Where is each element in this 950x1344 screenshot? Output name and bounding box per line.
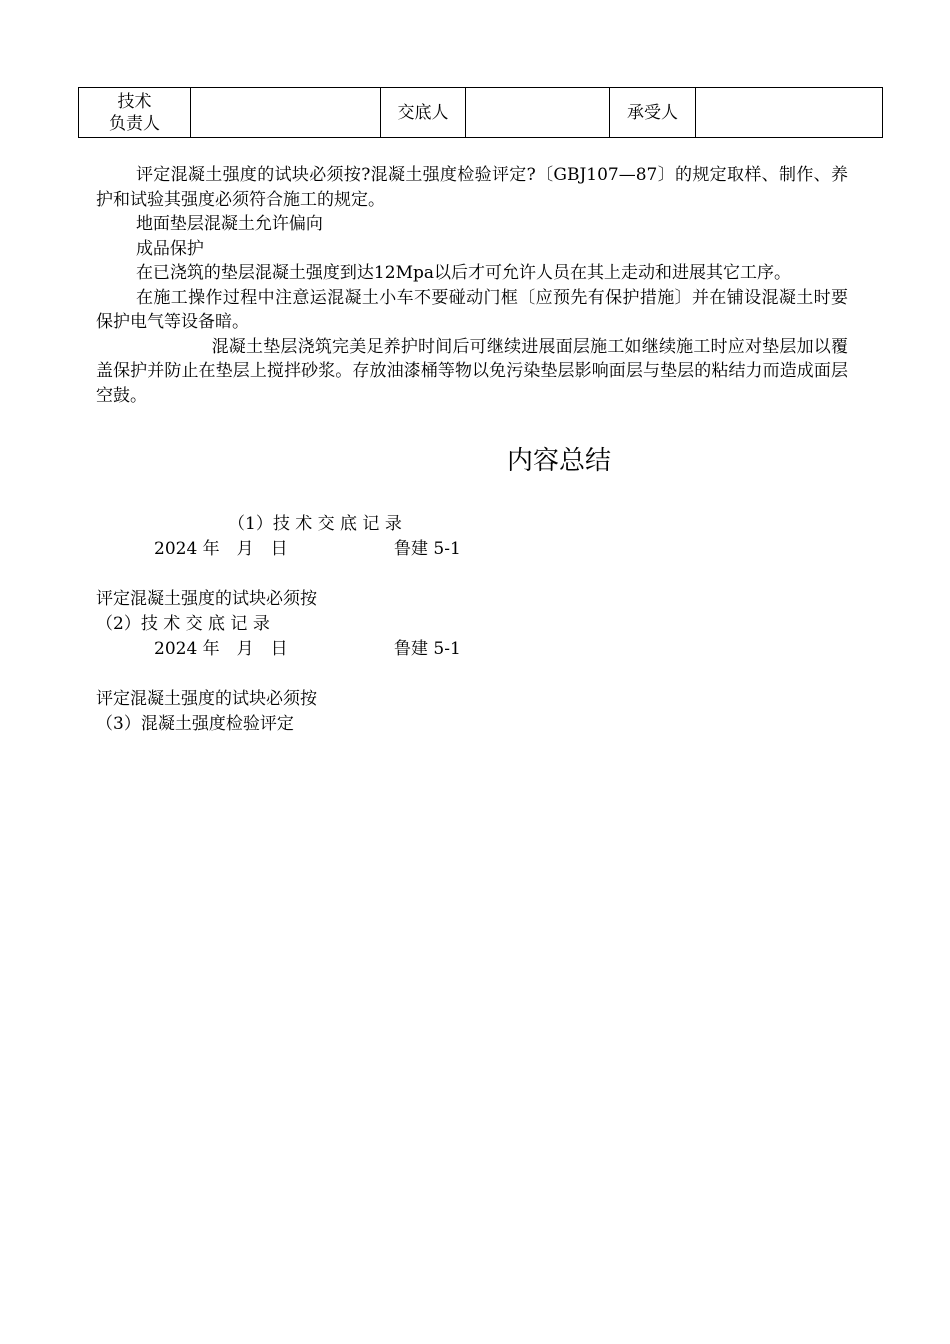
- summary-item1-text: 评定混凝土强度的试块必须按: [96, 589, 317, 609]
- paragraph-cart-caution: 在施工操作过程中注意运混凝土小车不要碰动门框〔应预先有保护措施〕并在铺设混凝土时要保护电气等设备暗。: [96, 287, 848, 332]
- receiver-value-cell[interactable]: [696, 88, 883, 138]
- summary-title: 内容总结: [507, 446, 612, 476]
- summary-item3-heading: （3）混凝土强度检验评定: [96, 714, 294, 734]
- summary-item1-code: 鲁建 5-1: [394, 539, 461, 559]
- signature-table: [78, 87, 883, 138]
- tech-lead-label-line1: 技术: [117, 91, 152, 112]
- signature-row: [79, 88, 883, 138]
- paragraph-tolerance-heading: 地面垫层混凝土允许偏向: [135, 214, 323, 234]
- tech-lead-label-cell: [79, 88, 191, 138]
- paragraph-strength-evaluation: 评定混凝土强度的试块必须按?混凝土强度检验评定?〔GBJ107—87〕的规定取样、制作、养护和试验其强度必须符合施工的规定。: [96, 165, 848, 210]
- paragraph-walking-rule: 在已浇筑的垫层混凝土强度到达12Mpa以后才可允许人员在其上走动和进展其它工序。: [135, 263, 791, 283]
- summary-item1-date: 2024 年 月 日: [154, 539, 288, 559]
- paragraph-curing-protection: 混凝土垫层浇筑完美足养护时间后可继续进展面层施工如继续施工时应对垫层加以覆盖保护并防止在垫层上搅拌砂浆。存放油漆桶等物以免污染垫层影响面层与垫层的粘结力而造成面层空鼓。: [96, 336, 848, 406]
- receiver-label-cell: 承受人: [610, 88, 696, 138]
- summary-item2-heading: （2）技 术 交 底 记 录: [96, 614, 270, 634]
- summary-item2-date: 2024 年 月 日: [154, 639, 288, 659]
- discloser-value-cell[interactable]: [466, 88, 610, 138]
- discloser-label-cell: 交底人: [381, 88, 466, 138]
- tech-lead-value-cell[interactable]: [191, 88, 381, 138]
- tech-lead-label-line2: 负责人: [109, 113, 160, 134]
- summary-item2-text: 评定混凝土强度的试块必须按: [96, 689, 317, 709]
- summary-item1-heading: （1）技 术 交 底 记 录: [228, 514, 402, 534]
- body-text: [96, 163, 848, 408]
- paragraph-protection-heading: 成品保护: [135, 238, 204, 259]
- summary-item2-code: 鲁建 5-1: [394, 639, 461, 659]
